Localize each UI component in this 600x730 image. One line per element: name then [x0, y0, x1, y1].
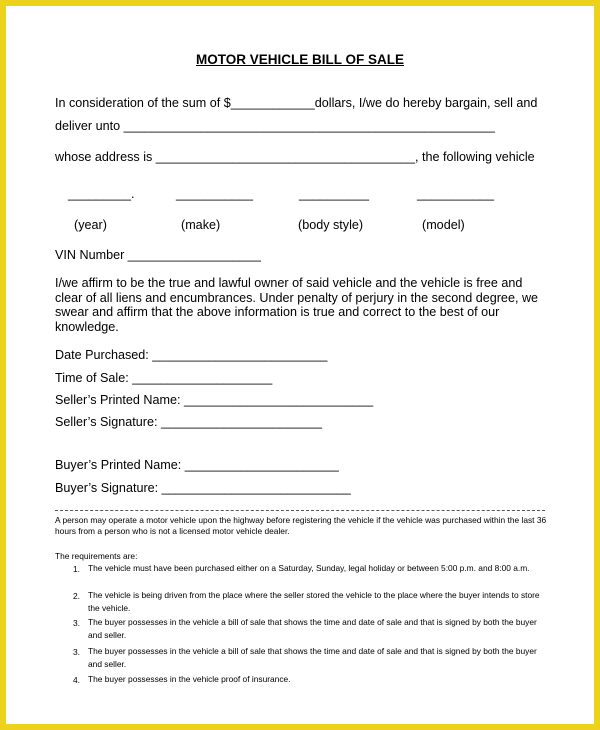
model-blank[interactable]: ___________: [417, 187, 495, 201]
footnote-text: A person may operate a motor vehicle upon the highway before registering the vehicle if the vehicle was purchased within the last 36 hours from a person who is not a licensed motor vehicle dealer.: [55, 515, 547, 537]
item-number: 1.: [73, 564, 80, 574]
deliver-unto-line[interactable]: deliver unto _____________________________________________________: [55, 119, 495, 133]
vin-number-field[interactable]: VIN Number ___________________: [55, 248, 261, 262]
model-label: (model): [422, 218, 465, 232]
item-number: 2.: [73, 591, 80, 601]
buyer-printed-name-field[interactable]: Buyer’s Printed Name: ______________________: [55, 458, 339, 472]
document-title: MOTOR VEHICLE BILL OF SALE: [195, 52, 404, 67]
year-blank[interactable]: _________.: [68, 187, 135, 201]
item-number: 4.: [73, 675, 80, 685]
time-of-sale-field[interactable]: Time of Sale: ____________________: [55, 371, 273, 385]
seller-signature-field[interactable]: Seller’s Signature: _______________________: [55, 415, 323, 429]
make-label: (make): [181, 218, 221, 232]
body-style-label: (body style): [298, 218, 364, 232]
buyer-signature-field[interactable]: Buyer’s Signature: ___________________________: [55, 481, 351, 495]
item-text: The vehicle is being driven from the place where the seller stored the vehicle to the place where the buyer intends to store the vehicle.: [88, 590, 540, 614]
date-purchased-field[interactable]: Date Purchased: _________________________: [55, 348, 328, 362]
item-text: The buyer possesses in the vehicle proof of insurance.: [88, 674, 291, 684]
body-style-blank[interactable]: __________: [299, 187, 370, 201]
item-number: 3.: [73, 647, 80, 657]
dashed-divider: [55, 510, 545, 511]
item-text: The vehicle must have been purchased either on a Saturday, Sunday, legal holiday or between 5:00 p.m. and 8:00 a.m.: [88, 563, 530, 573]
requirements-heading: The requirements are:: [55, 551, 138, 561]
item-text: The buyer possesses in the vehicle a bill of sale that shows the time and date of sale and that is signed by both the buyer and seller.: [88, 646, 537, 670]
affirmation-paragraph: I/we affirm to be the true and lawful owner of said vehicle and the vehicle is free and clear of all liens and encumbrances. Under penalty of perjury in the second degree, we swear and affirm that the above information is true and correct to the best of our knowledge.: [55, 276, 539, 334]
consideration-line[interactable]: In consideration of the sum of $____________dollars, I/we do hereby bargain, sell and: [55, 96, 538, 110]
document-page: [6, 6, 594, 724]
item-text: The buyer possesses in the vehicle a bill of sale that shows the time and date of sale and that is signed by both the buyer and seller.: [88, 617, 537, 641]
item-number: 3.: [73, 618, 80, 628]
seller-printed-name-field[interactable]: Seller’s Printed Name: ___________________________: [55, 393, 374, 407]
year-label: (year): [74, 218, 107, 232]
make-blank[interactable]: ___________: [176, 187, 254, 201]
address-line[interactable]: whose address is _____________________________________, the following vehicle: [55, 150, 535, 164]
